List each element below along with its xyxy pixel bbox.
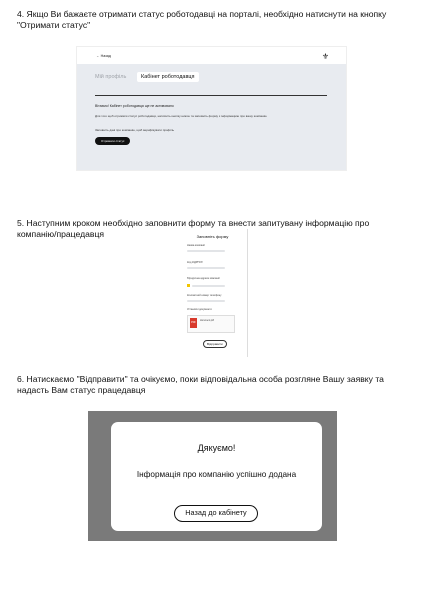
description-text: Для того щоб отримати статус роботодавця, натисніть кнопку нижче та заповніть форму з інформацією про вашу компанію — [95, 114, 267, 118]
field-label-files: Установчі документи — [187, 308, 212, 311]
company-name-input[interactable] — [187, 250, 225, 252]
edrpou-input[interactable] — [187, 267, 225, 269]
step-4-instruction: 4. Якщо Ви бажаєте отримати статус роботодавці на порталі, необхідно натиснути на кнопку "Отримати статус" — [17, 9, 387, 30]
phone-input[interactable] — [187, 300, 225, 302]
tab-employer-cabinet[interactable]: Кабінет роботодавця — [137, 72, 199, 82]
back-link[interactable]: ← Назад — [96, 54, 111, 58]
form-title: Заповніть форму — [196, 234, 229, 239]
modal-title: Дякуємо! — [197, 443, 236, 453]
trident-crest-icon: ⚜ — [321, 52, 330, 61]
pdf-file-icon: PDF — [190, 318, 197, 328]
tab-my-profile[interactable]: Мій профіль — [95, 74, 127, 80]
hint-text: Заповніть дані про компанію, щоб верифікувати профіль — [95, 128, 175, 132]
file-name: document.pdf — [200, 320, 214, 322]
step-6-instruction: 6. Натискаємо "Відправити" та очікуємо, поки відповідальна особа розгляне Вашу заявку та надасть Вам статус працедавця — [17, 374, 384, 395]
screenshot-company-form — [178, 229, 248, 357]
status-marker — [187, 284, 190, 287]
submit-button[interactable]: Відправити — [203, 340, 227, 348]
field-label-phone: Контактний номер телефону — [187, 294, 222, 297]
intro-line: Вiтаємо! Кабінет роботодавця ще не активовано — [95, 104, 174, 108]
cabinet-panel — [77, 64, 346, 171]
get-status-button[interactable]: Отримати статус — [95, 137, 130, 145]
divider — [95, 95, 327, 96]
step-5-instruction: 5. Наступним кроком необхідно заповнити форму та внести запитувану інформацію про компанію/працедавця — [17, 218, 370, 239]
field-label-address: Юридична адреса компанії — [187, 277, 220, 280]
field-label-company-name: Назва компанії — [187, 244, 205, 247]
address-input[interactable] — [192, 285, 225, 287]
screenshot-success-modal — [88, 411, 337, 541]
modal-message: Інформація про компанію успішно додана — [136, 470, 297, 479]
screenshot-employer-cabinet — [76, 46, 347, 171]
back-to-cabinet-button[interactable]: Назад до кабінету — [174, 505, 258, 522]
field-label-edrpou: Код ЄДРПОУ — [187, 261, 203, 264]
success-modal — [111, 422, 322, 531]
